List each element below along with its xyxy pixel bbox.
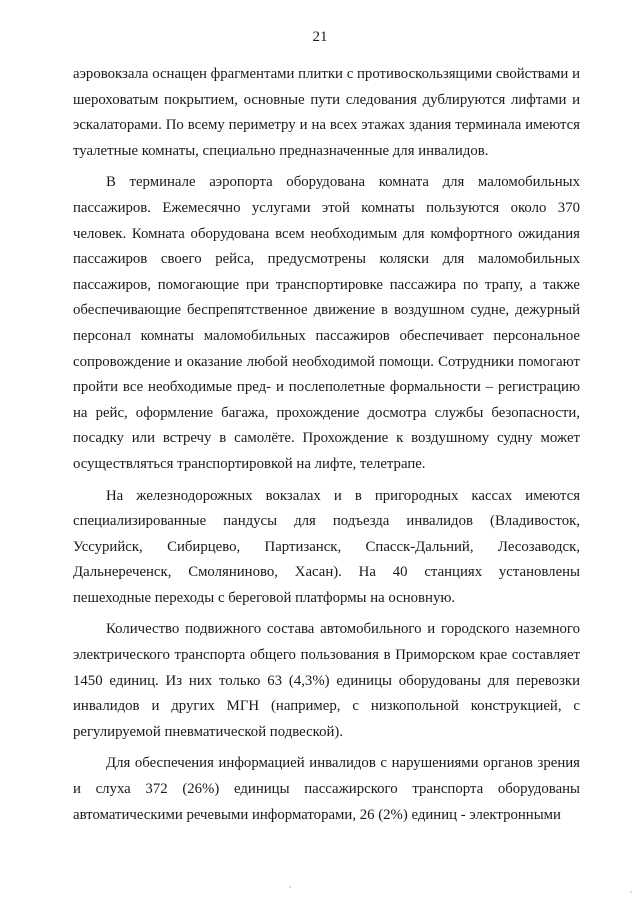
body-text xyxy=(73,62,580,828)
page-number: 21 xyxy=(312,29,328,45)
paragraph-reduced-mobility-room: В терминале аэропорта оборудована комната для маломобильных пассажиров. Ежемесячно услугами этой комнаты пользуются около 370 человек. Комната оборудована всем необходимым для комфортного ожидания пассажиров своего рейса, предусмотрены коляски для маломобильных пассажиров, помогающие при транспортировке пассажира по трапу, а также обеспечивающие беспрепятственное движение в воздушном судне, дежурный персонал комнаты маломобильных пассажиров обеспечивает персональное сопровождение и оказание любой необходимой помощи. Сотрудники помогают пройти все необходимые пред- и послеполетные формальности – регистрацию на рейс, оформление багажа, прохождение досмотра службы безопасности, посадку или встречу в самолёте. Прохождение к воздушному судну может осуществляться транспортировкой на лифте, телетрапе. xyxy=(73,174,580,472)
paragraph-ground-transport: Количество подвижного состава автомобильного и городского наземного электрического транспорта общего пользования в Приморском крае составляет 1450 единиц. Из них только 63 (4,3%) единицы оборудованы для перевозки инвалидов и других МГН (например, с низкопольной конструкцией, с регулируемой пневматической подвеской). xyxy=(73,621,580,740)
scan-speck xyxy=(289,886,291,888)
paragraph-railway-ramps: На железнодорожных вокзалах и в пригородных кассах имеются специализированные пандусы для подъезда инвалидов (Владивосток, Уссурийск, Сибирцево, Партизанск, Спасск-Дальний, Лесозаводск, Дальнереченск, Смоляниново, Хасан). На 40 станциях установлены пешеходные переходы с береговой платформы на основную. xyxy=(73,487,580,606)
scan-speck xyxy=(630,891,632,893)
paragraph-terminal-tiles: аэровокзала оснащен фрагментами плитки с противоскользящими свойствами и шероховатым покрытием, основные пути следования дублируются лифтами и эскалаторами. По всему периметру и на всех этажах здания терминала имеются туалетные комнаты, специально предназначенные для инвалидов. xyxy=(73,66,580,159)
paragraph-voice-informers: Для обеспечения информацией инвалидов с нарушениями органов зрения и слуха 372 (26%) единицы пассажирского транспорта оборудованы автоматическими речевыми информаторами, 26 (2%) единиц - электронными xyxy=(73,755,580,823)
